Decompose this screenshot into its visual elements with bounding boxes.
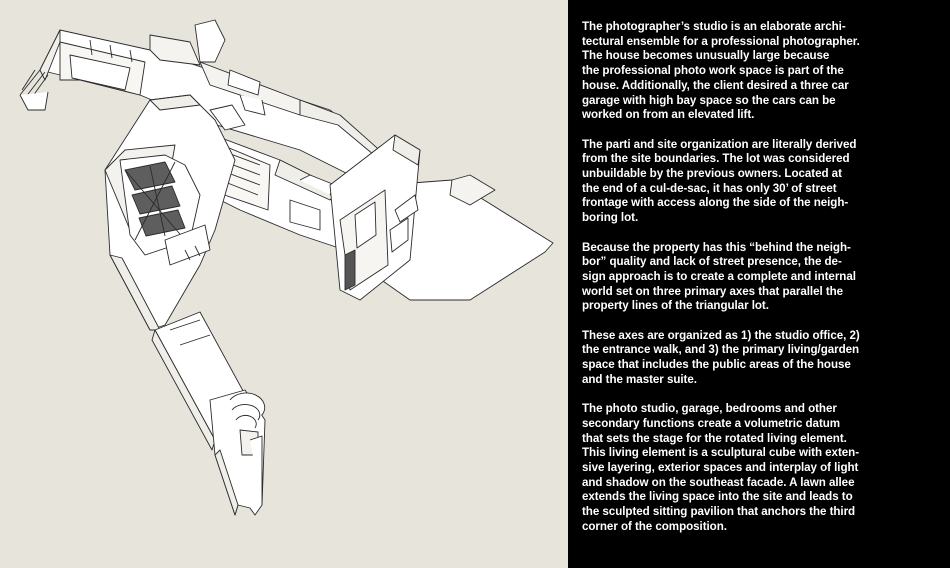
text-line: from the site boundaries. The lot was considered: [582, 152, 850, 166]
text-line: property lines of the triangular lot.: [582, 299, 769, 313]
text-line: the professional photo work space is part of the: [582, 64, 844, 78]
text-line: These axes are organized as 1) the studio office, 2): [582, 328, 860, 342]
text-line: the entrance walk, and 3) the primary living/garden: [582, 343, 860, 357]
text-line: extends the living space into the site and leads to: [582, 490, 853, 504]
paragraph-4: [582, 329, 940, 388]
text-line: tectural ensemble for a professional photographer.: [582, 34, 860, 48]
text-line: garage with high bay space so the cars can be: [582, 93, 836, 107]
text-line: sign approach is to create a complete and internal: [582, 269, 856, 283]
text-line: space that includes the public areas of the house: [582, 358, 851, 372]
text-line: world set on three primary axes that parallel the: [582, 284, 844, 298]
text-line: This living element is a sculptural cube with exten-: [582, 446, 860, 460]
paragraph-1: [582, 20, 940, 123]
text-line: house. Additionally, the client desired a three car: [582, 78, 849, 92]
text-line: and the master suite.: [582, 372, 697, 386]
text-line: The photographer’s studio is an elaborate archi-: [582, 20, 846, 33]
text-line: unbuildable by the previous owners. Located at: [582, 167, 842, 181]
text-line: the end of a cul-de-sac, it has only 30’ of street: [582, 181, 837, 195]
text-line: The parti and site organization are literally derived: [582, 137, 857, 151]
text-line: secondary functions create a volumetric datum: [582, 416, 841, 430]
sitting-pavilion: [210, 390, 265, 515]
text-line: The photo studio, garage, bedrooms and other: [582, 402, 837, 416]
living-cube: [105, 95, 245, 330]
paragraph-5: [582, 402, 940, 534]
paragraph-2: [582, 138, 940, 226]
text-line: bor” quality and lack of street presence, the de-: [582, 255, 842, 269]
text-line: boring lot.: [582, 211, 639, 225]
paragraph-3: [582, 241, 940, 315]
description-text-panel: [568, 0, 950, 568]
text-line: sive layering, exterior spaces and interplay of light: [582, 461, 859, 475]
text-line: frontage with access along the side of the neigh-: [582, 196, 849, 210]
text-line: that sets the stage for the rotated living element.: [582, 431, 847, 445]
text-line: corner of the composition.: [582, 519, 727, 533]
text-line: and shadow on the southeast facade. A lawn allee: [582, 475, 855, 489]
text-line: The house becomes unusually large because: [582, 49, 830, 63]
text-line: worked on from an elevated lift.: [582, 108, 755, 122]
text-line: the sculpted sitting pavilion that anchors the third: [582, 505, 856, 519]
text-line: Because the property has this “behind the neigh-: [582, 240, 851, 254]
